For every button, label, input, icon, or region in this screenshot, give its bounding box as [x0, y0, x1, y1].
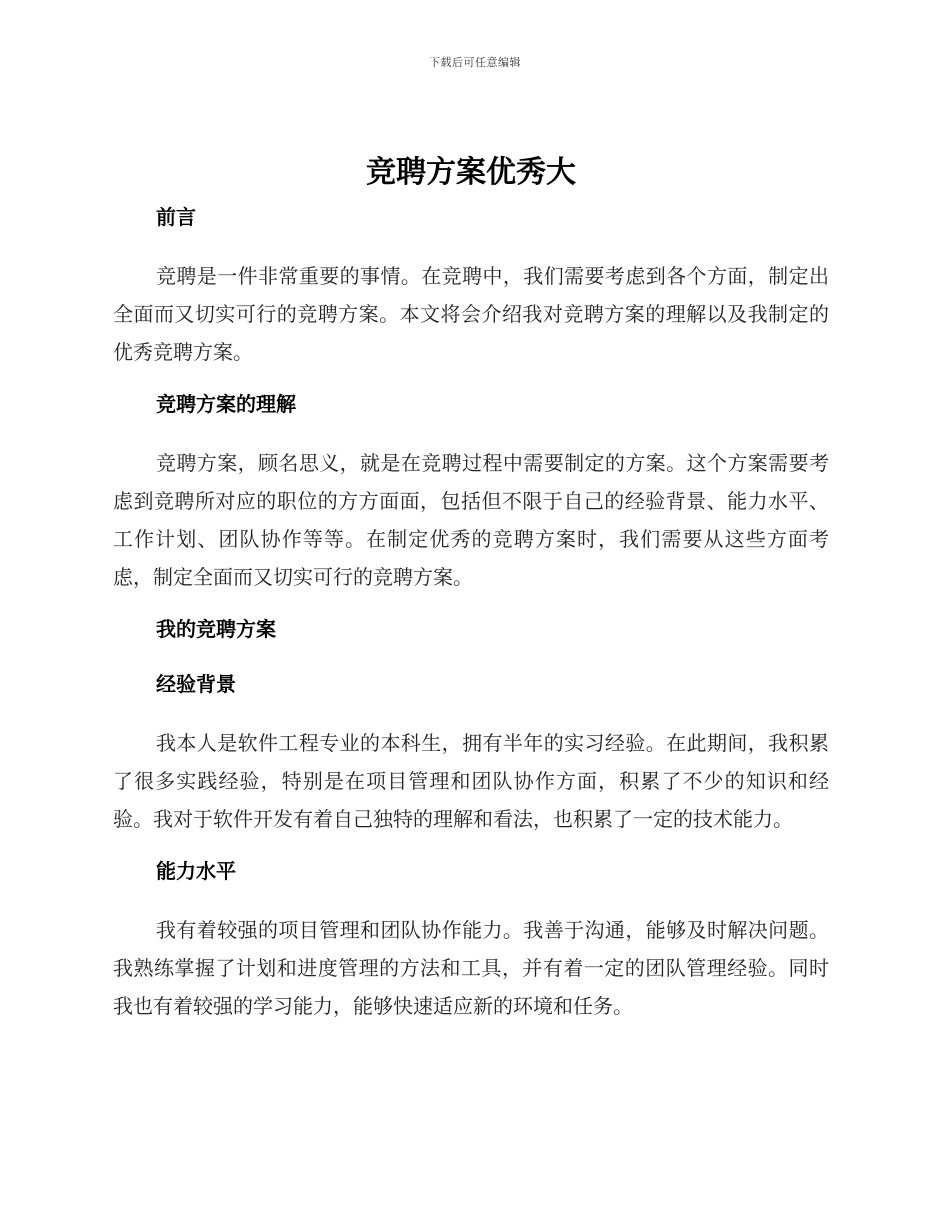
header-note: 下载后可任意编辑	[429, 56, 521, 69]
document-body	[113, 150, 829, 1025]
ability-paragraph: 我有着较强的项目管理和团队协作能力。我善于沟通，能够及时解决问题。我熟练掌握了计划和进度管理的方法和工具，并有着一定的团队管理经验。同时我也有着较强的学习能力，能够快速适应新的环境和任务。	[113, 918, 829, 1018]
preface-heading: 前言	[156, 205, 196, 229]
ability-heading: 能力水平	[156, 859, 236, 883]
understanding-paragraph: 竞聘方案，顾名思义，就是在竞聘过程中需要制定的方案。这个方案需要考虑到竞聘所对应的职位的方方面面，包括但不限于自己的经验背景、能力水平、工作计划、团队协作等等。在制定优秀的竞聘方案时，我们需要从这些方面考虑，制定全面而又切实可行的竞聘方案。	[113, 451, 829, 589]
my-plan-heading: 我的竞聘方案	[156, 617, 276, 641]
document-title: 竞聘方案优秀大	[366, 155, 576, 190]
understanding-heading: 竞聘方案的理解	[156, 392, 296, 416]
experience-paragraph: 我本人是软件工程专业的本科生，拥有半年的实习经验。在此期间，我积累了很多实践经验，特别是在项目管理和团队协作方面，积累了不少的知识和经验。我对于软件开发有着自己独特的理解和看法，也积累了一定的技术能力。	[113, 731, 829, 831]
preface-paragraph: 竞聘是一件非常重要的事情。在竞聘中，我们需要考虑到各个方面，制定出全面而又切实可行的竞聘方案。本文将会介绍我对竞聘方案的理解以及我制定的优秀竞聘方案。	[113, 264, 829, 364]
experience-heading: 经验背景	[156, 672, 236, 696]
